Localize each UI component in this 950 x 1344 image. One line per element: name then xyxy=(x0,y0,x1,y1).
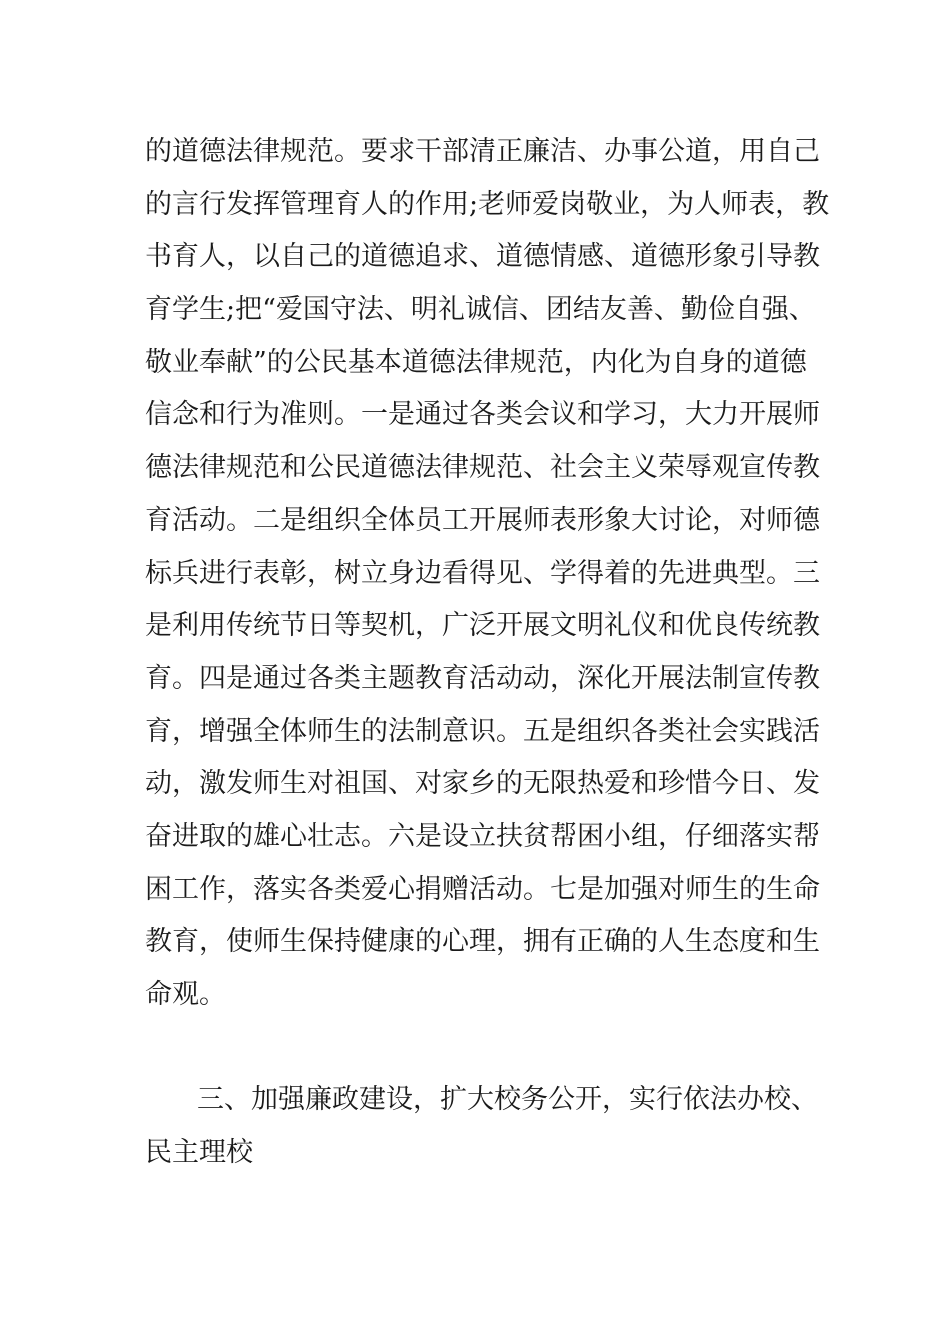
paragraph-line: 育。四是通过各类主题教育活动动，深化开展法制宣传教 xyxy=(145,662,820,694)
paragraph-line: 书育人，以自己的道德追求、道德情感、道德形象引导教 xyxy=(145,241,820,273)
paragraph-line: 教育，使师生保持健康的心理，拥有正确的人生态度和生 xyxy=(145,926,820,958)
paragraph-line: 奋进取的雄心壮志。六是设立扶贫帮困小组，仔细落实帮 xyxy=(145,820,820,852)
paragraph-line: 标兵进行表彰，树立身边看得见、学得着的先进典型。三 xyxy=(145,557,820,589)
paragraph-line: 育，增强全体师生的法制意识。五是组织各类社会实践活 xyxy=(145,715,820,747)
paragraph-line: 德法律规范和公民道德法律规范、社会主义荣辱观宣传教 xyxy=(145,452,820,484)
heading-line: 民主理校 xyxy=(145,1136,253,1168)
paragraph-line: 育活动。二是组织全体员工开展师表形象大讨论，对师德 xyxy=(145,504,820,536)
paragraph-line: 育学生;把“爱国守法、明礼诚信、团结友善、勤俭自强、 xyxy=(145,294,816,326)
heading-line: 三、加强廉政建设，扩大校务公开，实行依法办校、 xyxy=(197,1084,818,1115)
paragraph-line: 的言行发挥管理育人的作用;老师爱岗敬业，为人师表，教 xyxy=(145,188,830,220)
paragraph-line: 敬业奉献”的公民基本道德法律规范，内化为自身的道德 xyxy=(145,346,807,378)
paragraph-line: 信念和行为准则。一是通过各类会议和学习，大力开展师 xyxy=(145,399,820,431)
paragraph-line: 是利用传统节日等契机，广泛开展文明礼仪和优良传统教 xyxy=(145,610,820,642)
paragraph-line: 的道德法律规范。要求干部清正廉洁、办事公道，用自己 xyxy=(145,136,820,167)
paragraph-line: 困工作，落实各类爱心捐赠活动。七是加强对师生的生命 xyxy=(145,873,820,905)
body-paragraph xyxy=(145,126,830,1022)
paragraph-line: 动，激发师生对祖国、对家乡的无限热爱和珍惜今日、发 xyxy=(145,768,820,800)
paragraph-line: 命观。 xyxy=(145,979,226,1010)
section-heading xyxy=(145,1074,818,1179)
